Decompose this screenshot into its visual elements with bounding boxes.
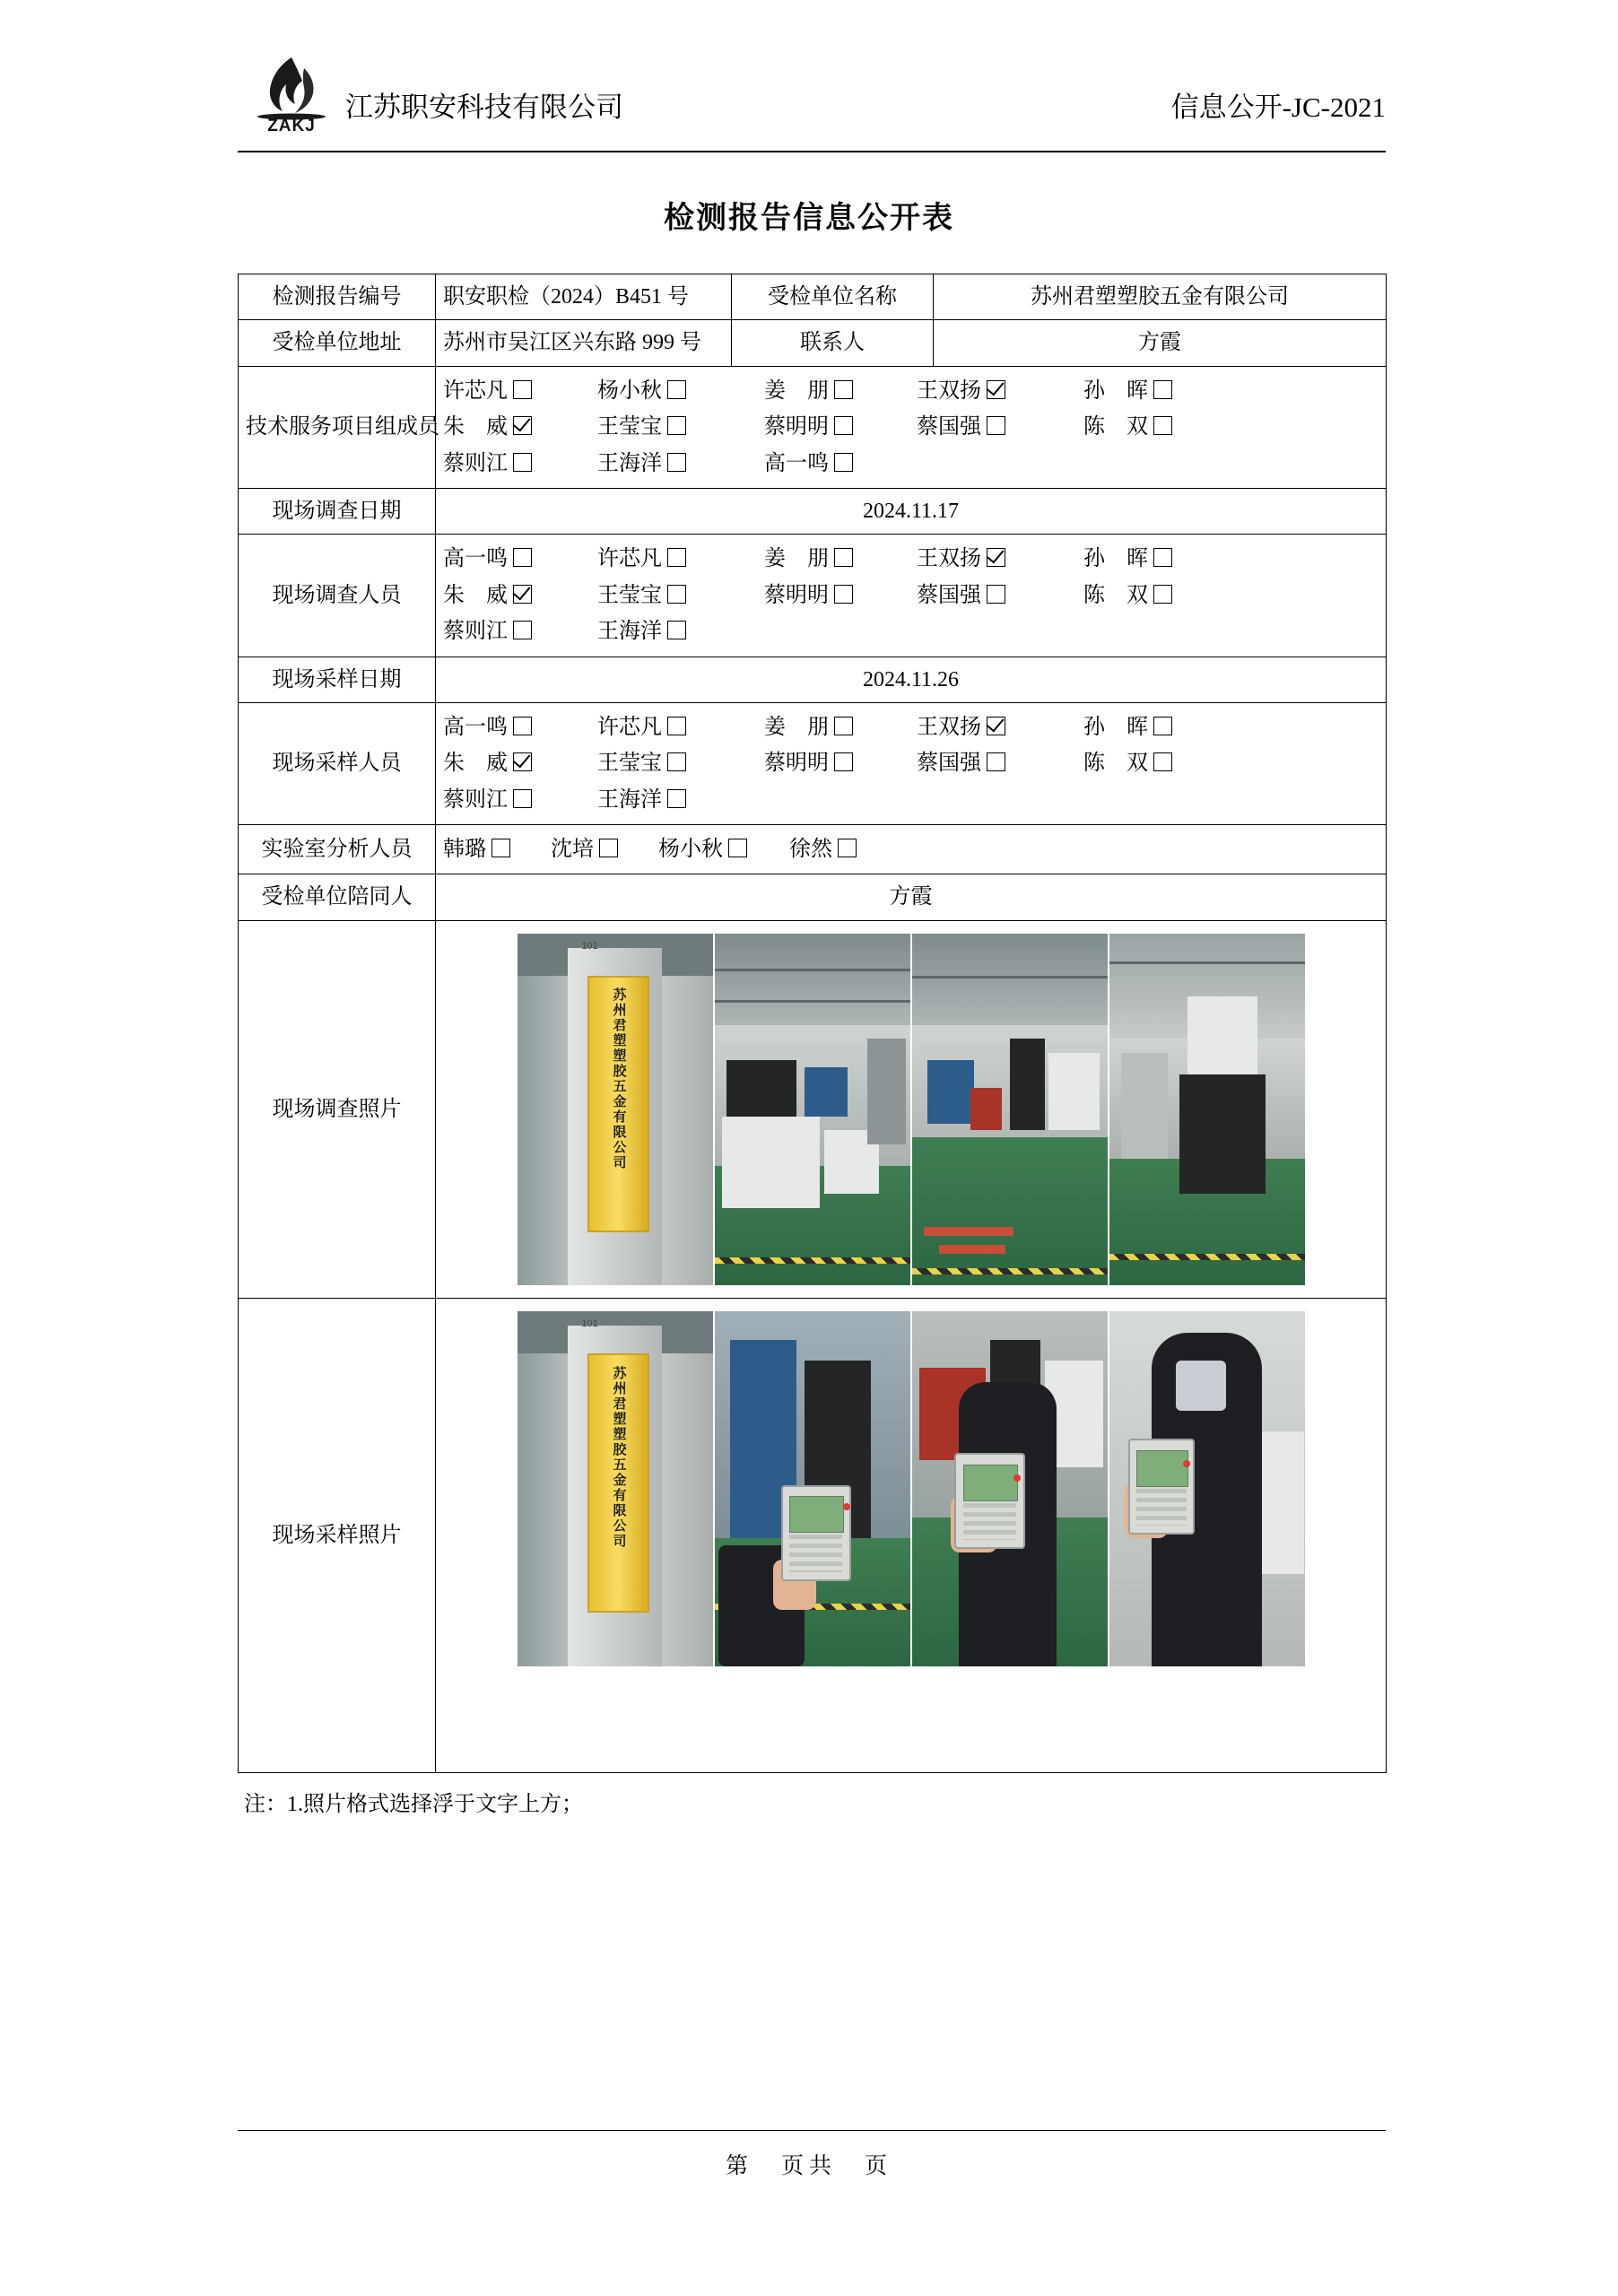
checkbox-icon[interactable] xyxy=(667,789,686,808)
team-member-list xyxy=(443,374,1379,481)
person-name: 朱 威 xyxy=(443,415,508,439)
table-row xyxy=(239,366,1387,488)
person-checkbox-item[interactable] xyxy=(764,710,917,744)
checkbox-icon[interactable] xyxy=(834,752,853,771)
person-checkbox-item[interactable] xyxy=(443,447,597,481)
person-checkbox-item[interactable] xyxy=(917,710,1083,744)
accompany-label: 受检单位陪同人 xyxy=(239,874,436,920)
person-checkbox-item[interactable] xyxy=(551,832,658,866)
checkbox-icon[interactable] xyxy=(667,585,686,604)
checkbox-icon[interactable] xyxy=(987,585,1005,604)
person-name: 朱 威 xyxy=(443,752,508,776)
survey-people-cell xyxy=(436,535,1387,657)
sampling-people-list xyxy=(443,710,1379,817)
table-row xyxy=(239,702,1387,824)
person-name: 王海洋 xyxy=(597,451,662,475)
person-checkbox-item[interactable] xyxy=(443,410,597,444)
name-row xyxy=(443,614,1379,648)
person-checkbox-item[interactable] xyxy=(658,832,789,866)
person-checkbox-item[interactable] xyxy=(917,746,1083,780)
person-checkbox-item[interactable] xyxy=(443,374,597,408)
unit-name-label: 受检单位名称 xyxy=(732,274,934,320)
person-checkbox-item[interactable] xyxy=(597,447,764,481)
report-no-label: 检测报告编号 xyxy=(239,274,436,320)
sampling-photo-cell xyxy=(436,1298,1387,1772)
person-name: 蔡明明 xyxy=(764,415,829,439)
address-label: 受检单位地址 xyxy=(239,320,436,366)
person-name: 姜 朋 xyxy=(764,715,829,739)
photo-company-sign-2 xyxy=(518,1311,713,1666)
page-header xyxy=(238,52,1386,151)
table-row xyxy=(239,920,1387,1298)
person-name: 陈 双 xyxy=(1083,583,1148,607)
sampling-photo-strip xyxy=(443,1304,1379,1767)
person-name: 杨小秋 xyxy=(658,838,723,862)
person-name: 孙 晖 xyxy=(1083,378,1148,403)
checkbox-icon[interactable] xyxy=(1153,416,1172,435)
checkbox-icon[interactable] xyxy=(667,416,686,435)
company-name: 江苏职安科技有限公司 xyxy=(345,91,623,123)
checkbox-icon[interactable] xyxy=(491,839,510,857)
person-checkbox-item[interactable] xyxy=(1083,542,1227,576)
person-name: 王双扬 xyxy=(917,378,981,403)
checkbox-icon[interactable] xyxy=(513,380,532,399)
person-checkbox-item[interactable] xyxy=(917,578,1083,613)
footer-divider xyxy=(238,2130,1386,2131)
checkbox-icon[interactable] xyxy=(834,453,853,472)
survey-people-list xyxy=(443,542,1379,648)
person-name: 蔡明明 xyxy=(764,752,829,776)
person-checkbox-item[interactable] xyxy=(1083,578,1227,613)
person-checkbox-item[interactable] xyxy=(1083,710,1227,744)
name-row xyxy=(443,710,1379,744)
person-checkbox-item[interactable] xyxy=(597,578,764,613)
contact-label: 联系人 xyxy=(732,320,934,366)
person-checkbox-item[interactable] xyxy=(597,614,764,648)
photo-sampling-2 xyxy=(912,1311,1108,1666)
logo-icon xyxy=(245,54,338,120)
person-name: 王海洋 xyxy=(597,787,662,812)
name-row xyxy=(443,783,1379,817)
checkbox-checked-icon[interactable] xyxy=(987,380,1005,399)
name-row xyxy=(443,832,1379,866)
table-row xyxy=(239,274,1387,320)
checkbox-icon[interactable] xyxy=(667,380,686,399)
address-value: 苏州市吴江区兴东路 999 号 xyxy=(436,320,732,366)
report-info-table xyxy=(238,274,1387,1773)
checkbox-checked-icon[interactable] xyxy=(987,717,1005,735)
checkbox-icon[interactable] xyxy=(834,416,853,435)
table-row xyxy=(239,657,1387,702)
page-number: 第 页共 页 xyxy=(725,2154,892,2179)
person-checkbox-item[interactable] xyxy=(917,374,1083,408)
name-row xyxy=(443,410,1379,444)
person-name: 许芯凡 xyxy=(597,715,662,739)
survey-photo-label: 现场调查照片 xyxy=(239,920,436,1298)
person-name: 孙 晖 xyxy=(1083,715,1148,739)
photo-sampling-1 xyxy=(715,1311,910,1666)
checkbox-icon[interactable] xyxy=(1153,752,1172,771)
person-checkbox-item[interactable] xyxy=(764,374,917,408)
team-members-cell xyxy=(436,366,1387,488)
sampling-people-label: 现场采样人员 xyxy=(239,702,436,824)
checkbox-icon[interactable] xyxy=(513,717,532,735)
sampling-date-label: 现场采样日期 xyxy=(239,657,436,702)
accompany-value: 方霞 xyxy=(436,874,1387,920)
person-checkbox-item[interactable] xyxy=(597,374,764,408)
checkbox-checked-icon[interactable] xyxy=(513,416,532,435)
checkbox-icon[interactable] xyxy=(667,717,686,735)
lab-label: 实验室分析人员 xyxy=(239,825,436,874)
checkbox-icon[interactable] xyxy=(513,453,532,472)
checkbox-icon[interactable] xyxy=(513,548,532,567)
checkbox-icon[interactable] xyxy=(667,621,686,639)
person-name: 孙 晖 xyxy=(1083,547,1148,571)
person-checkbox-item[interactable] xyxy=(764,746,917,780)
person-checkbox-item[interactable] xyxy=(764,542,917,576)
checkbox-icon[interactable] xyxy=(838,839,857,857)
document-code: 信息公开-JC-2021 xyxy=(1170,91,1386,123)
photo-workshop-3 xyxy=(1109,934,1305,1285)
table-row xyxy=(239,488,1387,534)
table-row xyxy=(239,535,1387,657)
person-checkbox-item[interactable] xyxy=(1083,746,1227,780)
person-checkbox-item[interactable] xyxy=(597,783,764,817)
page-title: 检测报告信息公开表 xyxy=(664,202,954,235)
checkbox-icon[interactable] xyxy=(728,839,747,857)
checkbox-icon[interactable] xyxy=(1153,380,1172,399)
sign-text-2: 苏州君塑塑胶五金有限公司 xyxy=(611,1365,627,1549)
footnote: 注：1.照片格式选择浮于文字上方； xyxy=(244,1793,583,1816)
table-row xyxy=(239,874,1387,920)
person-name: 王莹宝 xyxy=(597,752,662,776)
photo-workshop-1 xyxy=(715,934,910,1285)
person-name: 韩璐 xyxy=(443,838,486,862)
table-row xyxy=(239,825,1387,874)
checkbox-icon[interactable] xyxy=(834,548,853,567)
sign-text: 苏州君塑塑胶五金有限公司 xyxy=(611,987,627,1171)
checkbox-checked-icon[interactable] xyxy=(513,585,532,604)
person-checkbox-item[interactable] xyxy=(764,578,917,613)
person-name: 许芯凡 xyxy=(443,378,508,403)
person-name: 王海洋 xyxy=(597,620,662,644)
person-name: 沈培 xyxy=(551,838,594,862)
person-name: 徐然 xyxy=(789,838,832,862)
checkbox-icon[interactable] xyxy=(513,789,532,808)
checkbox-icon[interactable] xyxy=(834,717,853,735)
name-row xyxy=(443,447,1379,481)
person-checkbox-item[interactable] xyxy=(443,746,597,780)
checkbox-icon[interactable] xyxy=(987,416,1005,435)
lab-people-cell xyxy=(436,825,1387,874)
person-checkbox-item[interactable] xyxy=(764,447,917,481)
person-name: 朱 威 xyxy=(443,583,508,607)
person-name: 姜 朋 xyxy=(764,378,829,403)
sampling-people-cell xyxy=(436,702,1387,824)
person-checkbox-item[interactable] xyxy=(443,542,597,576)
checkbox-icon[interactable] xyxy=(599,839,618,857)
person-name: 许芯凡 xyxy=(597,547,662,571)
contact-value: 方霞 xyxy=(934,320,1387,366)
survey-photo-strip xyxy=(443,926,1379,1292)
person-name: 蔡明明 xyxy=(764,583,829,607)
person-checkbox-item[interactable] xyxy=(443,832,551,866)
survey-date-value: 2024.11.17 xyxy=(436,488,1387,534)
checkbox-checked-icon[interactable] xyxy=(987,548,1005,567)
photo-sampling-3 xyxy=(1109,1311,1305,1666)
person-checkbox-item[interactable] xyxy=(917,410,1083,444)
checkbox-icon[interactable] xyxy=(834,585,853,604)
person-name: 蔡国强 xyxy=(917,752,981,776)
person-checkbox-item[interactable] xyxy=(917,542,1083,576)
person-checkbox-item[interactable] xyxy=(789,832,897,866)
checkbox-icon[interactable] xyxy=(1153,585,1172,604)
person-name: 杨小秋 xyxy=(597,378,662,403)
person-checkbox-item[interactable] xyxy=(597,410,764,444)
person-name: 王莹宝 xyxy=(597,583,662,607)
person-name: 姜 朋 xyxy=(764,547,829,571)
person-name: 蔡则江 xyxy=(443,451,508,475)
checkbox-icon[interactable] xyxy=(834,380,853,399)
checkbox-icon[interactable] xyxy=(667,548,686,567)
person-name: 王双扬 xyxy=(917,715,981,739)
person-checkbox-item[interactable] xyxy=(764,410,917,444)
checkbox-icon[interactable] xyxy=(1153,548,1172,567)
person-name: 王莹宝 xyxy=(597,415,662,439)
person-checkbox-item[interactable] xyxy=(597,746,764,780)
lab-people-list xyxy=(443,832,1379,866)
logo-wordmark: ZAKJ xyxy=(267,117,316,135)
person-name: 蔡则江 xyxy=(443,620,508,644)
photo-workshop-2 xyxy=(912,934,1108,1285)
checkbox-icon[interactable] xyxy=(667,453,686,472)
person-checkbox-item[interactable] xyxy=(443,783,597,817)
person-name: 陈 双 xyxy=(1083,415,1148,439)
person-name: 陈 双 xyxy=(1083,752,1148,776)
person-checkbox-item[interactable] xyxy=(1083,374,1227,408)
person-name: 高一鸣 xyxy=(443,547,508,571)
checkbox-icon[interactable] xyxy=(1153,717,1172,735)
person-checkbox-item[interactable] xyxy=(443,578,597,613)
photo-company-sign xyxy=(518,934,713,1285)
sampling-date-value: 2024.11.26 xyxy=(436,657,1387,702)
sign-number-2: 101 xyxy=(581,1318,598,1329)
name-row xyxy=(443,578,1379,613)
sign-number: 101 xyxy=(581,940,598,952)
person-name: 高一鸣 xyxy=(764,451,829,475)
person-checkbox-item[interactable] xyxy=(597,710,764,744)
checkbox-icon[interactable] xyxy=(667,752,686,771)
table-row xyxy=(239,320,1387,366)
survey-people-label: 现场调查人员 xyxy=(239,535,436,657)
person-name: 蔡则江 xyxy=(443,787,508,812)
table-row xyxy=(239,1298,1387,1772)
checkbox-icon[interactable] xyxy=(513,621,532,639)
checkbox-icon[interactable] xyxy=(987,752,1005,771)
name-row xyxy=(443,374,1379,408)
checkbox-checked-icon[interactable] xyxy=(513,752,532,771)
report-no-value: 职安职检（2024）B451 号 xyxy=(436,274,732,320)
person-name: 高一鸣 xyxy=(443,715,508,739)
person-name: 王双扬 xyxy=(917,547,981,571)
header-divider xyxy=(238,151,1386,152)
company-logo xyxy=(238,52,345,142)
person-checkbox-item[interactable] xyxy=(443,614,597,648)
person-name: 蔡国强 xyxy=(917,415,981,439)
person-checkbox-item[interactable] xyxy=(1083,410,1227,444)
unit-name-value: 苏州君塑塑胶五金有限公司 xyxy=(934,274,1387,320)
person-name: 蔡国强 xyxy=(917,583,981,607)
team-label: 技术服务项目组成员 xyxy=(239,366,436,488)
name-row xyxy=(443,746,1379,780)
survey-photo-cell xyxy=(436,920,1387,1298)
survey-date-label: 现场调查日期 xyxy=(239,488,436,534)
sampling-photo-label: 现场采样照片 xyxy=(239,1298,436,1772)
person-checkbox-item[interactable] xyxy=(597,542,764,576)
person-checkbox-item[interactable] xyxy=(443,710,597,744)
name-row xyxy=(443,542,1379,576)
